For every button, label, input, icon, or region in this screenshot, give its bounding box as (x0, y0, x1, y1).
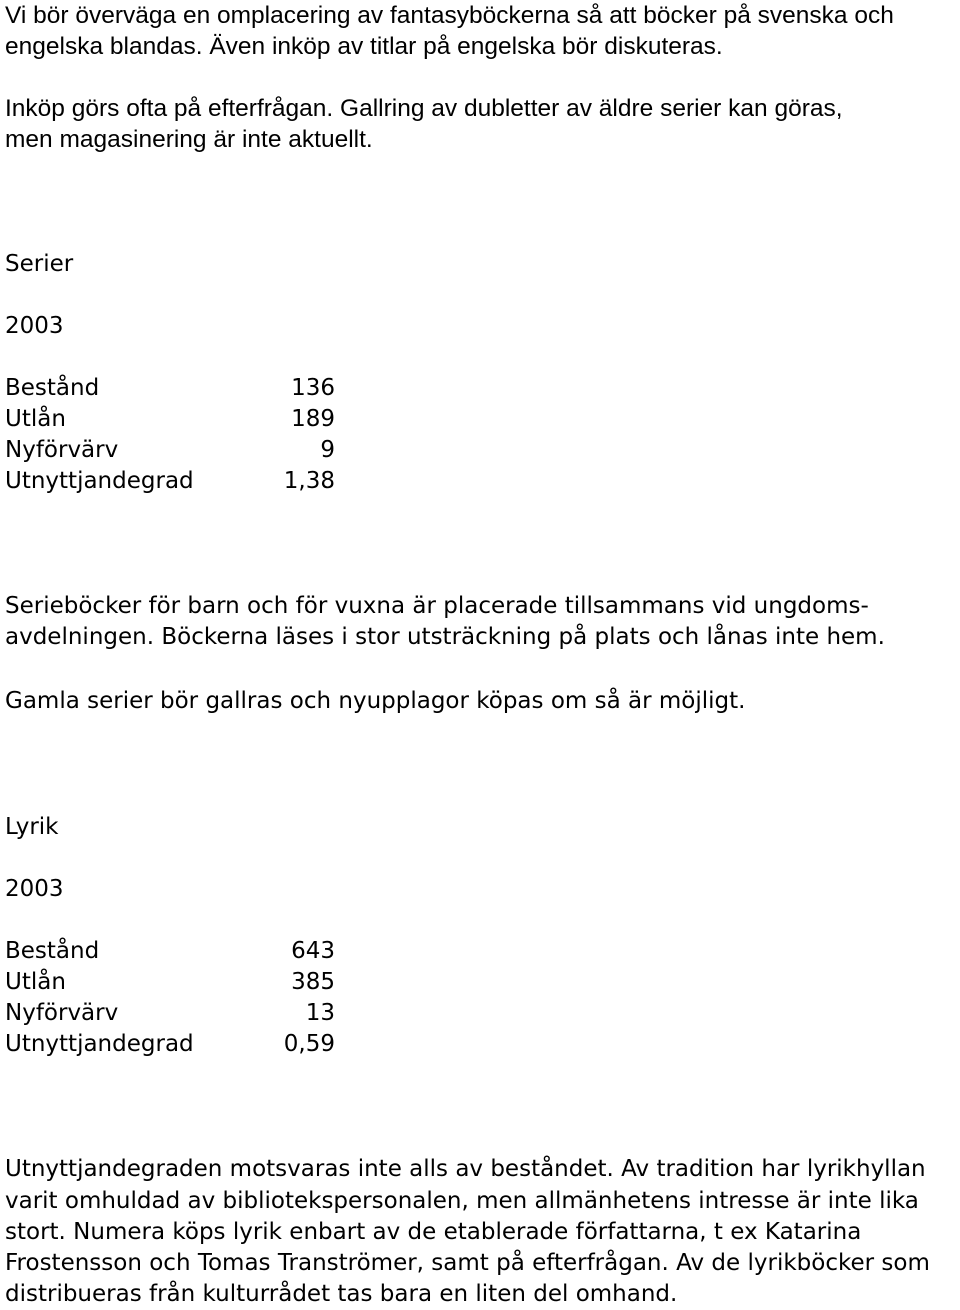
stat-value: 189 (291, 406, 335, 432)
stat-value: 385 (291, 969, 335, 995)
serier-paragraph-line-3: Gamla serier bör gallras och nyupplagor köpas om så är möjligt. (5, 688, 746, 714)
lyrik-paragraph-line-1: Utnyttjandegraden motsvaras inte alls av beståndet. Av tradition har lyrikhyllan (5, 1156, 926, 1182)
intro-line-3: Inköp görs ofta på efterfrågan. Gallring av dubletter av äldre serier kan göras, (5, 95, 843, 122)
serier-year: 2003 (5, 313, 64, 339)
serier-stat-row (5, 465, 335, 497)
stat-label: Bestånd (5, 375, 100, 401)
lyrik-stat-row (5, 1028, 335, 1060)
lyrik-stat-row (5, 966, 335, 998)
lyrik-paragraph-line-4: Frostensson och Tomas Tranströmer, samt på efterfrågan. Av de lyrikböcker som (5, 1250, 930, 1276)
stat-label: Nyförvärv (5, 1000, 119, 1026)
serier-paragraph-line-1: Serieböcker för barn och för vuxna är placerade tillsammans vid ungdoms- (5, 593, 869, 619)
stat-value: 136 (291, 375, 335, 401)
stat-label: Utlån (5, 969, 66, 995)
serier-stat-row (5, 403, 335, 435)
serier-paragraph-line-2: avdelningen. Böckerna läses i stor utsträckning på plats och lånas inte hem. (5, 624, 885, 650)
stat-label: Utnyttjandegrad (5, 1031, 194, 1057)
lyrik-heading: Lyrik (5, 814, 59, 840)
stat-value: 0,59 (283, 1031, 335, 1057)
intro-line-2: engelska blandas. Även inköp av titlar på engelska bör diskuteras. (5, 33, 723, 60)
stat-label: Utnyttjandegrad (5, 468, 194, 494)
lyrik-stat-row (5, 997, 335, 1029)
stat-label: Nyförvärv (5, 437, 119, 463)
serier-heading: Serier (5, 251, 74, 277)
stat-value: 9 (320, 437, 335, 463)
intro-line-4: men magasinering är inte aktuellt. (5, 126, 373, 153)
stat-label: Bestånd (5, 938, 100, 964)
stat-label: Utlån (5, 406, 66, 432)
stat-value: 643 (291, 938, 335, 964)
lyrik-paragraph-line-5: distribueras från kulturrådet tas bara en liten del omhand. (5, 1281, 678, 1307)
intro-line-1: Vi bör överväga en omplacering av fantasyböckerna så att böcker på svenska och (5, 2, 894, 29)
lyrik-year: 2003 (5, 876, 64, 902)
stat-value: 13 (305, 1000, 335, 1026)
lyrik-paragraph-line-3: stort. Numera köps lyrik enbart av de etablerade författarna, t ex Katarina (5, 1219, 862, 1245)
stat-value: 1,38 (283, 468, 335, 494)
serier-stat-row (5, 372, 335, 404)
lyrik-stat-row (5, 935, 335, 967)
serier-stat-row (5, 434, 335, 466)
lyrik-paragraph-line-2: varit omhuldad av bibliotekspersonalen, men allmänhetens intresse är inte lika (5, 1188, 919, 1214)
